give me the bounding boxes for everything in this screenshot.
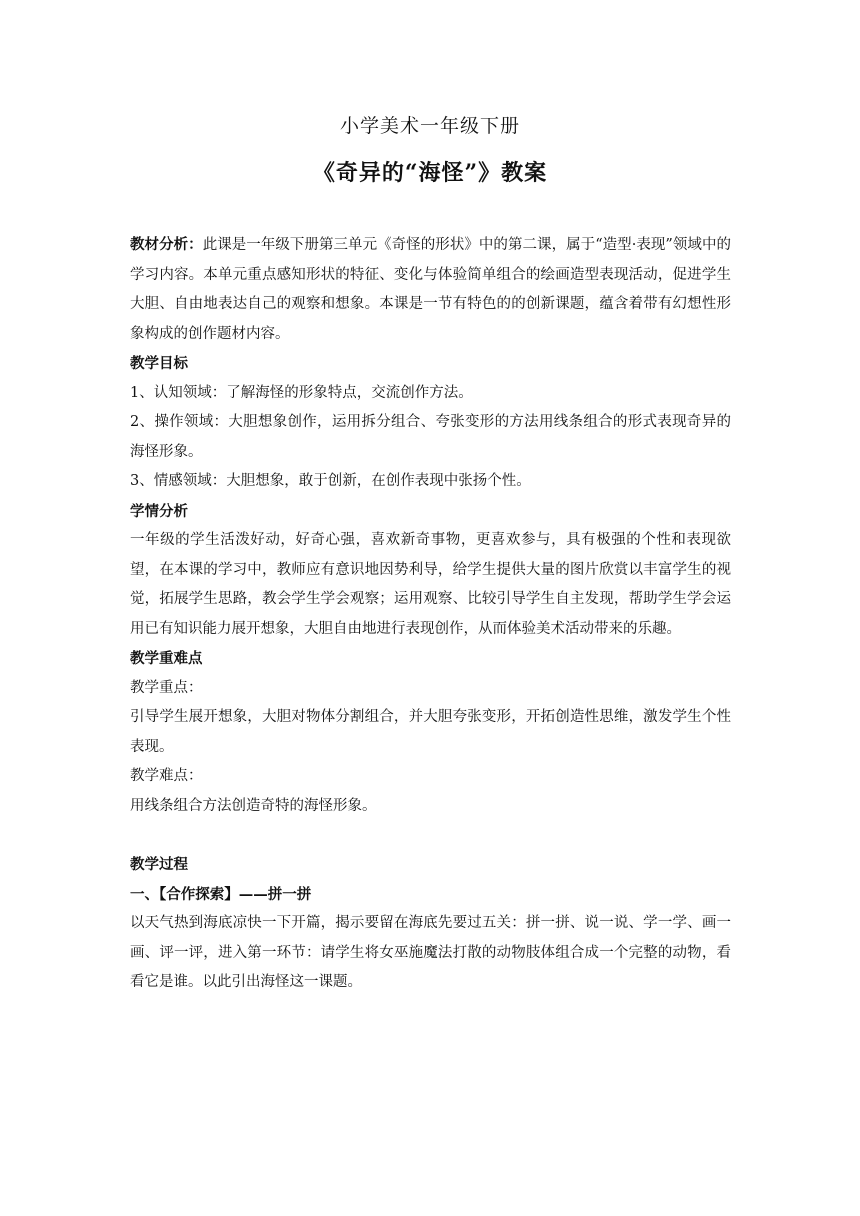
objectives-heading: 教学目标 [130, 355, 188, 372]
focus-text: 引导学生展开想象，大胆对物体分割组合，并大胆夸张变形，开拓创造性思维，激发学生个性表现。 [130, 709, 731, 755]
process-step1-text: 以天气热到海底凉快一下开篇，揭示要留在海底先要过五关：拼一拼、说一说、学一学、画一画、评一评，进入第一环节：请学生将女巫施魔法打散的动物肢体组合成一个完整的动物，看看它是谁。以此引出海怪这一课题。 [130, 915, 731, 990]
focus-label: 教学重点： [130, 679, 203, 696]
document-subtitle: 小学美术一年级下册 [339, 115, 520, 137]
difficulty-text: 用线条组合方法创造奇特的海怪形象。 [130, 797, 377, 814]
objective-item-1: 1、认知领域：了解海怪的形象特点，交流创作方法。 [130, 384, 473, 401]
document-body [130, 230, 731, 998]
section-spacer [130, 821, 731, 850]
learner-text: 一年级的学生活泼好动，好奇心强，喜欢新奇事物，更喜欢参与，具有极强的个性和表现欲望，在本课的学习中，教师应有意识地因势利导，给学生提供大量的图片欣赏以丰富学生的视觉，拓展学生思路，教会学生学会观察；运用观察、比较引导学生自主发现，帮助学生学会运用已有知识能力展开想象，大胆自由地进行表现创作，从而体验美术活动带来的乐趣。 [130, 532, 731, 637]
analysis-paragraph [130, 230, 731, 349]
analysis-text: 此课是一年级下册第三单元《奇怪的形状》中的第二课，属于“造型·表现”领域中的学习内容。本单元重点感知形状的特征、变化与体验简单组合的绘画造型表现活动，促进学生大胆、自由地表达自己的观察和想象。本课是一节有特色的的创新课题，蕴含着带有幻想性形象构成的创作题材内容。 [130, 237, 731, 342]
objective-item-3: 3、情感领域：大胆想象，敢于创新，在创作表现中张扬个性。 [130, 473, 531, 489]
process-step1-title: 一、【合作探索】——拼一拼 [130, 885, 312, 903]
learner-heading: 学情分析 [130, 502, 188, 520]
analysis-label: 教材分析： [130, 236, 203, 253]
difficulty-label: 教学难点： [130, 768, 203, 784]
document-title: 《奇异的“海怪”》教案 [312, 160, 548, 186]
key-points-heading: 教学重难点 [130, 650, 203, 667]
objective-item-2: 2、操作领域：大胆想象创作，运用拆分组合、夸张变形的方法用线条组合的形式表现奇异的海怪形象。 [130, 414, 731, 460]
process-heading: 教学过程 [130, 856, 188, 873]
